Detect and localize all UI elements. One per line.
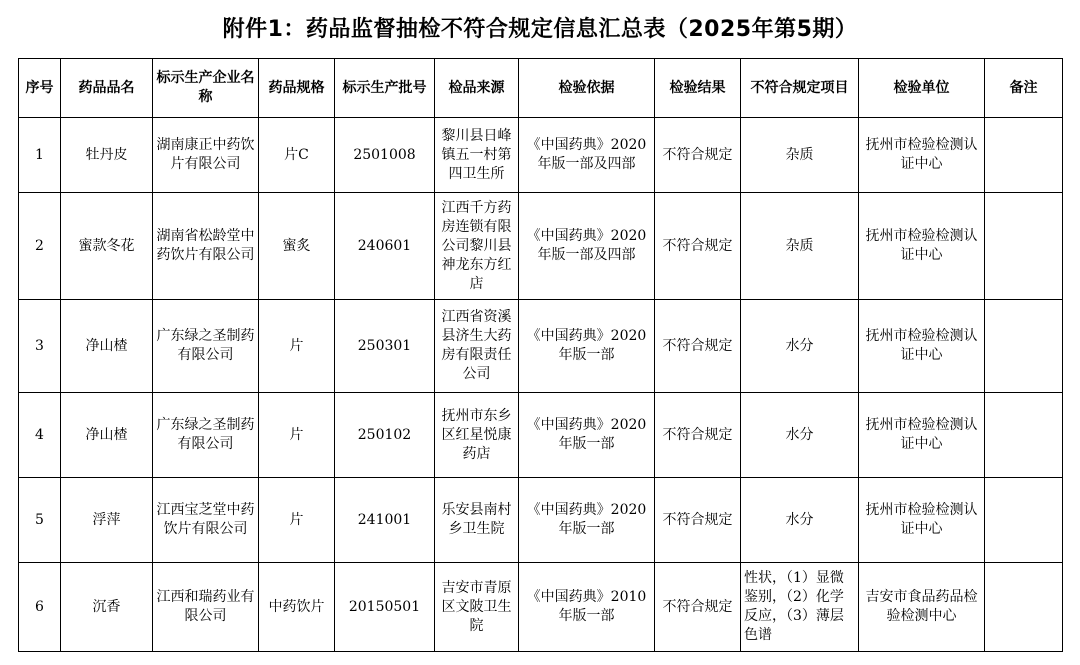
- cell-note: [985, 118, 1063, 193]
- cell-manufacturer: 广东绿之圣制药有限公司: [153, 393, 259, 478]
- cell-batch: 20150501: [335, 563, 435, 652]
- cell-batch: 241001: [335, 478, 435, 563]
- cell-manufacturer: 湖南康正中药饮片有限公司: [153, 118, 259, 193]
- cell-no: 4: [19, 393, 61, 478]
- cell-result: 不符合规定: [655, 118, 741, 193]
- cell-item: 水分: [741, 393, 859, 478]
- cell-no: 5: [19, 478, 61, 563]
- cell-no: 3: [19, 300, 61, 393]
- cell-note: [985, 563, 1063, 652]
- cell-basis: 《中国药典》2020年版一部及四部: [519, 118, 655, 193]
- table-row: [19, 563, 1063, 652]
- cell-basis: 《中国药典》2020年版一部: [519, 393, 655, 478]
- cell-item: 水分: [741, 478, 859, 563]
- cell-unit: 抚州市检验检测认证中心: [859, 300, 985, 393]
- header-row: [19, 59, 1063, 118]
- cell-unit: 抚州市检验检测认证中心: [859, 118, 985, 193]
- header-basis: 检验依据: [519, 59, 655, 118]
- cell-item: 杂质: [741, 118, 859, 193]
- cell-note: [985, 393, 1063, 478]
- cell-item: 水分: [741, 300, 859, 393]
- cell-source: 江西千方药房连锁有限公司黎川县神龙东方红店: [435, 193, 519, 300]
- cell-unit: 抚州市检验检测认证中心: [859, 393, 985, 478]
- cell-batch: 240601: [335, 193, 435, 300]
- cell-spec: 中药饮片: [259, 563, 335, 652]
- noncompliance-table: [18, 58, 1063, 652]
- header-item: 不符合规定项目: [741, 59, 859, 118]
- cell-no: 2: [19, 193, 61, 300]
- cell-batch: 250301: [335, 300, 435, 393]
- cell-item: 性状，（1）显微鉴别，（2）化学反应，（3）薄层色谱: [741, 563, 859, 652]
- header-note: 备注: [985, 59, 1063, 118]
- header-manufacturer: 标示生产企业名称: [153, 59, 259, 118]
- cell-unit: 抚州市检验检测认证中心: [859, 193, 985, 300]
- cell-source: 黎川县日峰镇五一村第四卫生所: [435, 118, 519, 193]
- cell-spec: 片: [259, 478, 335, 563]
- cell-note: [985, 300, 1063, 393]
- cell-spec: 片: [259, 300, 335, 393]
- cell-no: 6: [19, 563, 61, 652]
- cell-basis: 《中国药典》2020年版一部及四部: [519, 193, 655, 300]
- header-drug-name: 药品品名: [61, 59, 153, 118]
- cell-basis: 《中国药典》2020年版一部: [519, 300, 655, 393]
- table-row: [19, 193, 1063, 300]
- header-unit: 检验单位: [859, 59, 985, 118]
- cell-result: 不符合规定: [655, 300, 741, 393]
- cell-drug-name: 浮萍: [61, 478, 153, 563]
- cell-drug-name: 蜜款冬花: [61, 193, 153, 300]
- cell-manufacturer: 江西和瑞药业有限公司: [153, 563, 259, 652]
- cell-spec: 片: [259, 393, 335, 478]
- cell-manufacturer: 湖南省松龄堂中药饮片有限公司: [153, 193, 259, 300]
- table-row: [19, 393, 1063, 478]
- cell-manufacturer: 广东绿之圣制药有限公司: [153, 300, 259, 393]
- cell-batch: 250102: [335, 393, 435, 478]
- cell-drug-name: 净山楂: [61, 393, 153, 478]
- table-row: [19, 118, 1063, 193]
- cell-drug-name: 沉香: [61, 563, 153, 652]
- document-title: 附件1：药品监督抽检不符合规定信息汇总表（2025年第5期）: [222, 17, 858, 42]
- cell-drug-name: 净山楂: [61, 300, 153, 393]
- cell-item: 杂质: [741, 193, 859, 300]
- header-spec: 药品规格: [259, 59, 335, 118]
- cell-spec: 片C: [259, 118, 335, 193]
- table-row: [19, 478, 1063, 563]
- cell-unit: 吉安市食品药品检验检测中心: [859, 563, 985, 652]
- cell-source: 乐安县南村乡卫生院: [435, 478, 519, 563]
- header-result: 检验结果: [655, 59, 741, 118]
- header-source: 检品来源: [435, 59, 519, 118]
- cell-result: 不符合规定: [655, 563, 741, 652]
- cell-source: 吉安市青原区文陂卫生院: [435, 563, 519, 652]
- header-no: 序号: [19, 59, 61, 118]
- cell-note: [985, 478, 1063, 563]
- table-row: [19, 300, 1063, 393]
- cell-unit: 抚州市检验检测认证中心: [859, 478, 985, 563]
- header-batch: 标示生产批号: [335, 59, 435, 118]
- cell-spec: 蜜炙: [259, 193, 335, 300]
- cell-source: 抚州市东乡区红星悦康药店: [435, 393, 519, 478]
- cell-result: 不符合规定: [655, 193, 741, 300]
- cell-source: 江西省资溪县济生大药房有限责任公司: [435, 300, 519, 393]
- cell-no: 1: [19, 118, 61, 193]
- cell-note: [985, 193, 1063, 300]
- cell-basis: 《中国药典》2020年版一部: [519, 478, 655, 563]
- cell-drug-name: 牡丹皮: [61, 118, 153, 193]
- cell-manufacturer: 江西宝芝堂中药饮片有限公司: [153, 478, 259, 563]
- cell-basis: 《中国药典》2010年版一部: [519, 563, 655, 652]
- cell-result: 不符合规定: [655, 478, 741, 563]
- cell-batch: 2501008: [335, 118, 435, 193]
- cell-result: 不符合规定: [655, 393, 741, 478]
